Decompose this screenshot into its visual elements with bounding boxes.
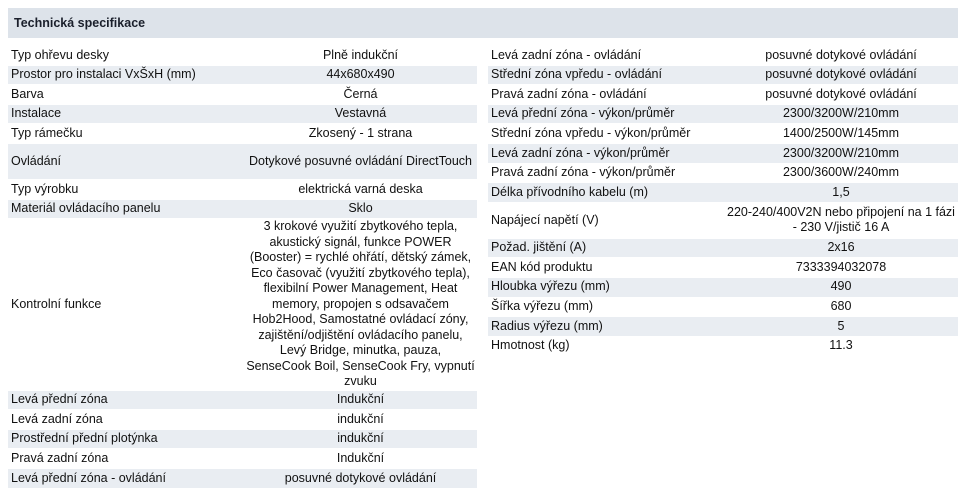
spec-label: Typ výrobku	[8, 179, 243, 199]
spec-table-left	[8, 45, 477, 488]
spec-row	[488, 143, 958, 163]
spec-value: 7333394032078	[723, 258, 958, 278]
spec-value: 1,5	[723, 183, 958, 203]
spec-row	[488, 124, 958, 144]
spec-value: 1400/2500W/145mm	[723, 124, 958, 144]
spec-label: Typ ohřevu desky	[8, 46, 243, 66]
spec-row	[488, 85, 958, 105]
spec-value: 3 krokové využití zbytkového tepla, akustický signál, funkce POWER (Booster) = rychlé ohřátí, dětský zámek, Eco časovač (využití zbytkového tepla), flexibilní Power Management, Heat memory, propojen s odsavačem Hob2Hood, Samostatné ovládací zóny, zajištění/odjištění ovládacího panelu, Levý Bridge, minutka, pauza, SenseCook Boil, SenseCook Fry, vypnutí zvuku	[243, 219, 477, 391]
spec-row	[488, 317, 958, 337]
spec-row	[8, 410, 477, 430]
spec-value: 680	[723, 297, 958, 317]
spec-value: 44x680x490	[243, 65, 477, 85]
spec-value: 220-240/400V2N nebo připojení na 1 fázi - 230 V/jistič 16 A	[723, 202, 958, 238]
spec-label: Požad. jištění (A)	[488, 238, 723, 258]
spec-value: Dotykové posuvné ovládání DirectTouch	[243, 143, 477, 179]
spec-row	[488, 163, 958, 183]
spec-row	[8, 124, 477, 144]
spec-value: 5	[723, 317, 958, 337]
spec-row	[8, 429, 477, 449]
spec-label: Střední zóna vpředu - ovládání	[488, 65, 723, 85]
spec-row	[8, 143, 477, 179]
spec-label: Hmotnost (kg)	[488, 336, 723, 355]
spec-label: Levá přední zóna	[8, 390, 243, 410]
spec-row	[8, 199, 477, 219]
spec-value: elektrická varná deska	[243, 179, 477, 199]
spec-value: posuvné dotykové ovládání	[723, 85, 958, 105]
spec-row	[488, 183, 958, 203]
spec-label: Materiál ovládacího panelu	[8, 199, 243, 219]
spec-label: Pravá zadní zóna - ovládání	[488, 85, 723, 105]
spec-value: Zkosený - 1 strana	[243, 124, 477, 144]
spec-value: 2x16	[723, 238, 958, 258]
spec-row	[488, 65, 958, 85]
spec-value: posuvné dotykové ovládání	[723, 65, 958, 85]
spec-label: Prostor pro instalaci VxŠxH (mm)	[8, 65, 243, 85]
spec-row	[488, 238, 958, 258]
spec-row	[8, 449, 477, 469]
spec-value: Plně indukční	[243, 46, 477, 66]
spec-value: Vestavná	[243, 104, 477, 124]
spec-value: posuvné dotykové ovládání	[723, 46, 958, 66]
spec-label: Hloubka výřezu (mm)	[488, 277, 723, 297]
spec-value: Indukční	[243, 449, 477, 469]
spec-table-right	[488, 45, 958, 355]
spec-label: Šířka výřezu (mm)	[488, 297, 723, 317]
spec-row	[8, 469, 477, 488]
spec-value: Indukční	[243, 390, 477, 410]
spec-row	[8, 46, 477, 66]
spec-label: Délka přívodního kabelu (m)	[488, 183, 723, 203]
spec-value: 2300/3600W/240mm	[723, 163, 958, 183]
spec-label: Instalace	[8, 104, 243, 124]
spec-value: Černá	[243, 85, 477, 105]
section-title: Technická specifikace	[8, 8, 958, 38]
spec-label: Levá zadní zóna - ovládání	[488, 46, 723, 66]
spec-label: Radius výřezu (mm)	[488, 317, 723, 337]
spec-label: Levá zadní zóna	[8, 410, 243, 430]
spec-row	[8, 104, 477, 124]
spec-label: Pravá zadní zóna - výkon/průměr	[488, 163, 723, 183]
spec-row	[8, 85, 477, 105]
spec-label: Barva	[8, 85, 243, 105]
spec-label: Prostřední přední plotýnka	[8, 429, 243, 449]
spec-label: Levá zadní zóna - výkon/průměr	[488, 143, 723, 163]
spec-label: Typ rámečku	[8, 124, 243, 144]
spec-value: indukční	[243, 429, 477, 449]
spec-label: Levá přední zóna - výkon/průměr	[488, 104, 723, 124]
spec-label: Levá přední zóna - ovládání	[8, 469, 243, 488]
spec-row	[8, 219, 477, 391]
spec-row	[8, 390, 477, 410]
spec-row	[488, 258, 958, 278]
spec-label: Pravá zadní zóna	[8, 449, 243, 469]
spec-value: 2300/3200W/210mm	[723, 104, 958, 124]
spec-label: EAN kód produktu	[488, 258, 723, 278]
spec-row	[488, 202, 958, 238]
spec-label: Napájecí napětí (V)	[488, 202, 723, 238]
spec-row	[488, 46, 958, 66]
spec-value: indukční	[243, 410, 477, 430]
spec-value: Sklo	[243, 199, 477, 219]
spec-row	[8, 65, 477, 85]
spec-row	[488, 297, 958, 317]
spec-row	[488, 336, 958, 355]
spec-row	[488, 104, 958, 124]
spec-value: 490	[723, 277, 958, 297]
spec-value: 2300/3200W/210mm	[723, 143, 958, 163]
spec-row	[488, 277, 958, 297]
spec-value: posuvné dotykové ovládání	[243, 469, 477, 488]
spec-label: Ovládání	[8, 143, 243, 179]
spec-label: Střední zóna vpředu - výkon/průměr	[488, 124, 723, 144]
spec-row	[8, 179, 477, 199]
spec-value: 11.3	[723, 336, 958, 355]
spec-label: Kontrolní funkce	[8, 219, 243, 391]
